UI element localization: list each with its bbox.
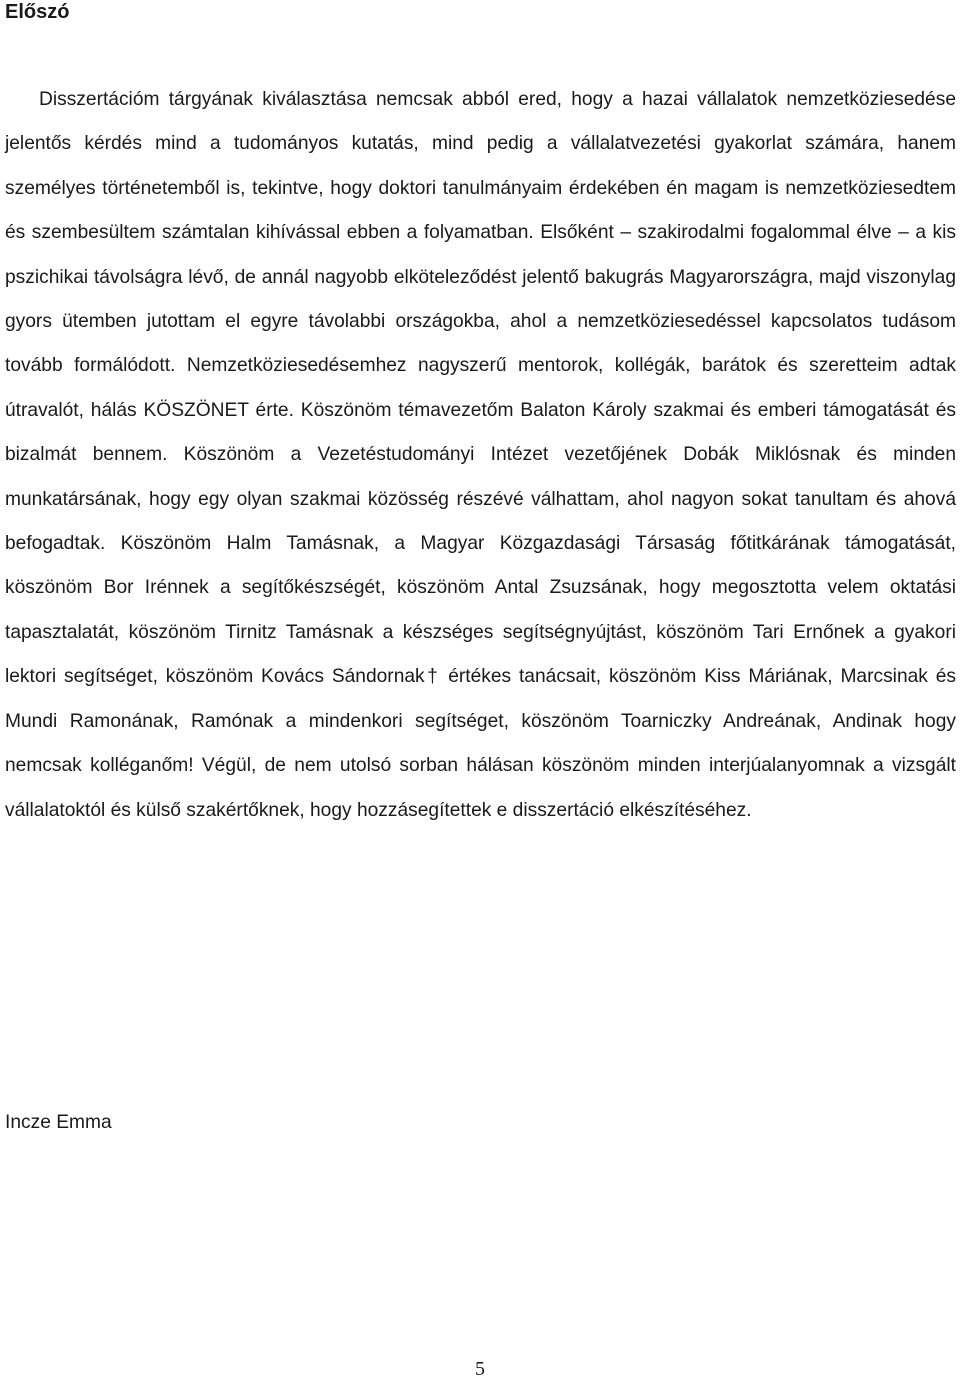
author-signature: Incze Emma	[5, 1112, 112, 1133]
page-title: Előszó	[5, 1, 70, 23]
page-number: 5	[475, 1358, 485, 1380]
foreword-paragraph: Disszertációm tárgyának kiválasztása nemcsak abból ered, hogy a hazai vállalatok nemzetköziesedése jelentős kérdés mind a tudományos kutatás, mind pedig a vállalatvezetési gyakorlat számára, hanem személyes történetemből is, tekintve, hogy doktori tanulmányaim érdekében én magam is nemzetköziesedtem és szembesültem számtalan kihívással ebben a folyamatban. Elsőként – szakirodalmi fogalommal élve – a kis pszichikai távolságra lévő, de annál nagyobb elköteleződést jelentő bakugrás Magyarországra, majd viszonylag gyors ütemben jutottam el egyre távolabbi országokba, ahol a nemzetköziesedéssel kapcsolatos tudásom tovább formálódott. Nemzetköziesedésemhez nagyszerű mentorok, kollégák, barátok és szeretteim adtak útravalót, hálás KÖSZÖNET érte. Köszönöm témavezetőm Balaton Károly szakmai és emberi támogatását és bizalmát bennem. Köszönöm a Vezetéstudományi Intézet vezetőjének Dobák Miklósnak és minden munkatársának, hogy egy olyan szakmai közösség részévé válhattam, ahol nagyon sokat tanultam és ahová befogadtak. Köszönöm Halm Tamásnak, a Magyar Közgazdasági Társaság főtitkárának támogatását, köszönöm Bor Irénnek a segítőkészségét, köszönöm Antal Zsuzsának, hogy megosztotta velem oktatási tapasztalatát, köszönöm Tirnitz Tamásnak a készséges segítségnyújtást, köszönöm Tari Ernőnek a gyakori lektori segítséget, köszönöm Kovács Sándornak† értékes tanácsait, köszönöm Kiss Máriának, Marcsinak és Mundi Ramonának, Ramónak a mindenkori segítséget, köszönöm Toarniczky Andreának, Andinak hogy nemcsak kolléganőm! Végül, de nem utolsó sorban hálásan köszönöm minden interjúalanyomnak a vizsgált vállalatoktól és külső szakértőknek, hogy hozzásegítettek e disszertáció elkészítéséhez.	[5, 89, 956, 821]
